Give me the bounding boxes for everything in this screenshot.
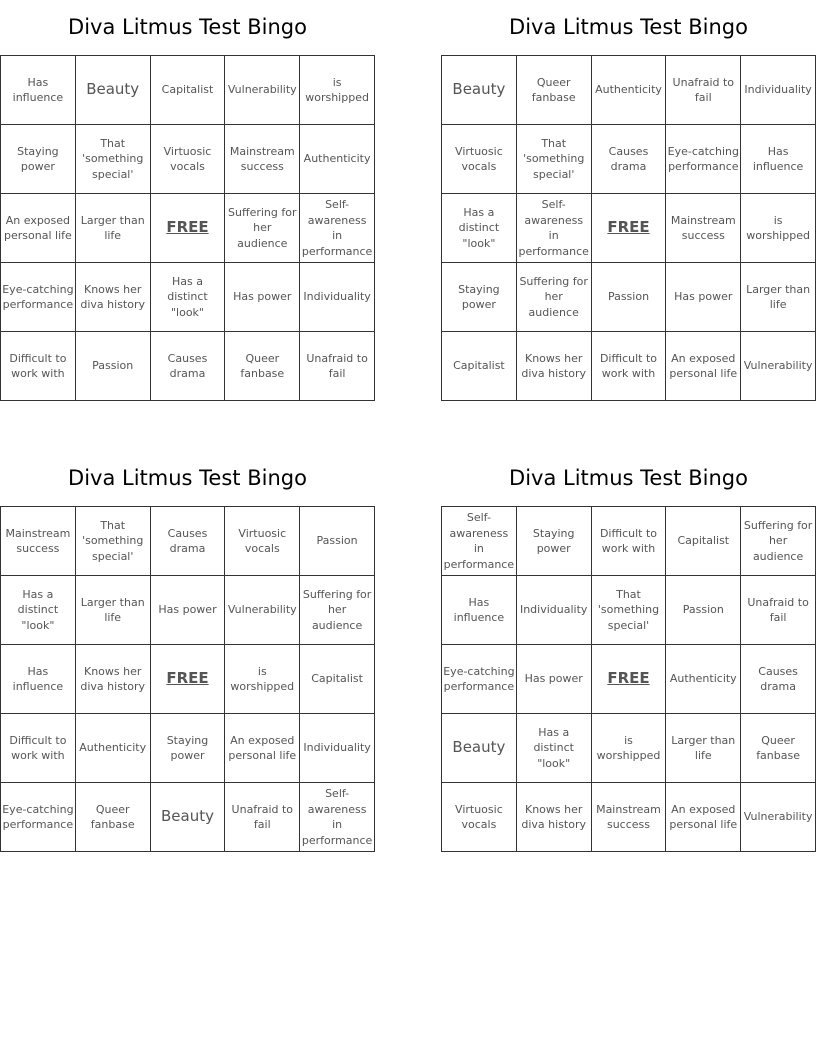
bingo-cell: Larger than life — [75, 194, 150, 263]
bingo-row — [442, 194, 816, 263]
bingo-cell: is worshipped — [300, 56, 375, 125]
bingo-row — [1, 125, 375, 194]
bingo-grid — [441, 506, 816, 852]
bingo-cell: Has a distinct "look" — [150, 263, 225, 332]
bingo-cell: That 'something special' — [516, 125, 591, 194]
bingo-row — [442, 332, 816, 401]
bingo-cell: Beauty — [150, 783, 225, 852]
bingo-row — [442, 576, 816, 645]
card-title-text: Diva Litmus Test Bingo — [509, 466, 748, 490]
bingo-cell: Individuality — [300, 714, 375, 783]
bingo-cell: Unafraid to fail — [300, 332, 375, 401]
bingo-grid — [0, 506, 375, 852]
bingo-cell: Capitalist — [666, 507, 741, 576]
card-title — [0, 451, 375, 506]
bingo-cell: is worshipped — [225, 645, 300, 714]
bingo-cell: Queer fanbase — [225, 332, 300, 401]
bingo-cell: Has power — [666, 263, 741, 332]
bingo-cell: That 'something special' — [75, 507, 150, 576]
bingo-card — [0, 451, 375, 852]
bingo-cell: An exposed personal life — [666, 783, 741, 852]
bingo-cell: Staying power — [1, 125, 76, 194]
bingo-cell: Individuality — [516, 576, 591, 645]
bingo-cell: Capitalist — [150, 56, 225, 125]
bingo-cell: An exposed personal life — [225, 714, 300, 783]
bingo-cell: Larger than life — [666, 714, 741, 783]
bingo-cell: Knows her diva history — [75, 263, 150, 332]
bingo-cell: Unafraid to fail — [741, 576, 816, 645]
bingo-row — [1, 332, 375, 401]
bingo-cell: That 'something special' — [75, 125, 150, 194]
bingo-row — [1, 56, 375, 125]
bingo-cell: Vulnerability — [225, 576, 300, 645]
card-title — [441, 451, 816, 506]
bingo-cell: Staying power — [442, 263, 517, 332]
bingo-cell: Beauty — [442, 714, 517, 783]
bingo-row — [442, 263, 816, 332]
bingo-cell: Eye-catching performance — [1, 783, 76, 852]
bingo-cell: Eye-catching performance — [666, 125, 741, 194]
bingo-cell: Passion — [591, 263, 666, 332]
bingo-cell: Has influence — [1, 56, 76, 125]
bingo-cell: Unafraid to fail — [225, 783, 300, 852]
bingo-cell: Knows her diva history — [516, 332, 591, 401]
bingo-cell: Passion — [75, 332, 150, 401]
bingo-cell: Staying power — [150, 714, 225, 783]
bingo-cell: is worshipped — [741, 194, 816, 263]
bingo-cell: Mainstream success — [591, 783, 666, 852]
bingo-cell: Larger than life — [75, 576, 150, 645]
bingo-cell: Difficult to work with — [1, 332, 76, 401]
bingo-cell: Causes drama — [591, 125, 666, 194]
bingo-cell: Staying power — [516, 507, 591, 576]
free-space: FREE — [150, 645, 225, 714]
bingo-cell: Capitalist — [300, 645, 375, 714]
bingo-cell: Suffering for her audience — [516, 263, 591, 332]
bingo-row — [442, 125, 816, 194]
bingo-cell: Has influence — [1, 645, 76, 714]
bingo-cell: Virtuosic vocals — [442, 125, 517, 194]
card-title-text: Diva Litmus Test Bingo — [68, 15, 307, 39]
bingo-card — [441, 0, 816, 401]
bingo-cell: Passion — [300, 507, 375, 576]
bingo-cell: Has power — [150, 576, 225, 645]
card-title — [441, 0, 816, 55]
bingo-cell: Has a distinct "look" — [1, 576, 76, 645]
bingo-row — [1, 576, 375, 645]
bingo-cell: Eye-catching performance — [1, 263, 76, 332]
bingo-row — [1, 714, 375, 783]
bingo-cell: Virtuosic vocals — [225, 507, 300, 576]
card-title-text: Diva Litmus Test Bingo — [68, 466, 307, 490]
bingo-card — [441, 451, 816, 852]
bingo-cell: Self-awareness in performance — [300, 783, 375, 852]
bingo-row — [442, 507, 816, 576]
card-title-text: Diva Litmus Test Bingo — [509, 15, 748, 39]
bingo-cell: Individuality — [741, 56, 816, 125]
bingo-cell: Mainstream success — [1, 507, 76, 576]
bingo-cell: Self-awareness in performance — [516, 194, 591, 263]
bingo-cell: Self-awareness in performance — [442, 507, 517, 576]
bingo-cell: Queer fanbase — [741, 714, 816, 783]
bingo-cell: Causes drama — [150, 507, 225, 576]
free-space: FREE — [591, 645, 666, 714]
bingo-cell: Passion — [666, 576, 741, 645]
bingo-cell: Virtuosic vocals — [150, 125, 225, 194]
bingo-cell: Queer fanbase — [75, 783, 150, 852]
bingo-cell: Causes drama — [150, 332, 225, 401]
bingo-cell: Authenticity — [591, 56, 666, 125]
bingo-cell: Authenticity — [300, 125, 375, 194]
card-title — [0, 0, 375, 55]
bingo-cell: Vulnerability — [225, 56, 300, 125]
bingo-row — [1, 783, 375, 852]
bingo-cell: Difficult to work with — [591, 332, 666, 401]
bingo-cell: Beauty — [75, 56, 150, 125]
bingo-cell: is worshipped — [591, 714, 666, 783]
bingo-cell: Suffering for her audience — [300, 576, 375, 645]
bingo-cell: Vulnerability — [741, 332, 816, 401]
bingo-cell: Has influence — [442, 576, 517, 645]
bingo-cell: Unafraid to fail — [666, 56, 741, 125]
bingo-cell: An exposed personal life — [666, 332, 741, 401]
bingo-cell: Has a distinct "look" — [516, 714, 591, 783]
bingo-row — [442, 56, 816, 125]
bingo-cell: Suffering for her audience — [741, 507, 816, 576]
bingo-cell: Eye-catching performance — [442, 645, 517, 714]
bingo-cell: Beauty — [442, 56, 517, 125]
bingo-cell: Authenticity — [75, 714, 150, 783]
bingo-cell: Larger than life — [741, 263, 816, 332]
bingo-cell: Mainstream success — [225, 125, 300, 194]
bingo-cell: Has power — [225, 263, 300, 332]
bingo-cell: Virtuosic vocals — [442, 783, 517, 852]
bingo-row — [1, 263, 375, 332]
bingo-cell: Difficult to work with — [1, 714, 76, 783]
bingo-cell: Mainstream success — [666, 194, 741, 263]
bingo-grid — [0, 55, 375, 401]
bingo-cell: Authenticity — [666, 645, 741, 714]
bingo-row — [1, 507, 375, 576]
bingo-cell: Has influence — [741, 125, 816, 194]
bingo-cell: Vulnerability — [741, 783, 816, 852]
bingo-cell: Causes drama — [741, 645, 816, 714]
free-space: FREE — [591, 194, 666, 263]
bingo-cell: Knows her diva history — [516, 783, 591, 852]
bingo-row — [442, 783, 816, 852]
bingo-row — [1, 645, 375, 714]
bingo-row — [442, 645, 816, 714]
bingo-cell: Queer fanbase — [516, 56, 591, 125]
free-space: FREE — [150, 194, 225, 263]
bingo-grid — [441, 55, 816, 401]
bingo-cell: Individuality — [300, 263, 375, 332]
bingo-cell: That 'something special' — [591, 576, 666, 645]
bingo-cell: An exposed personal life — [1, 194, 76, 263]
bingo-card — [0, 0, 375, 401]
bingo-cell: Has a distinct "look" — [442, 194, 517, 263]
bingo-cell: Knows her diva history — [75, 645, 150, 714]
bingo-cell: Difficult to work with — [591, 507, 666, 576]
bingo-cell: Suffering for her audience — [225, 194, 300, 263]
bingo-cell: Capitalist — [442, 332, 517, 401]
bingo-cell: Has power — [516, 645, 591, 714]
bingo-cell: Self-awareness in performance — [300, 194, 375, 263]
bingo-row — [442, 714, 816, 783]
bingo-row — [1, 194, 375, 263]
